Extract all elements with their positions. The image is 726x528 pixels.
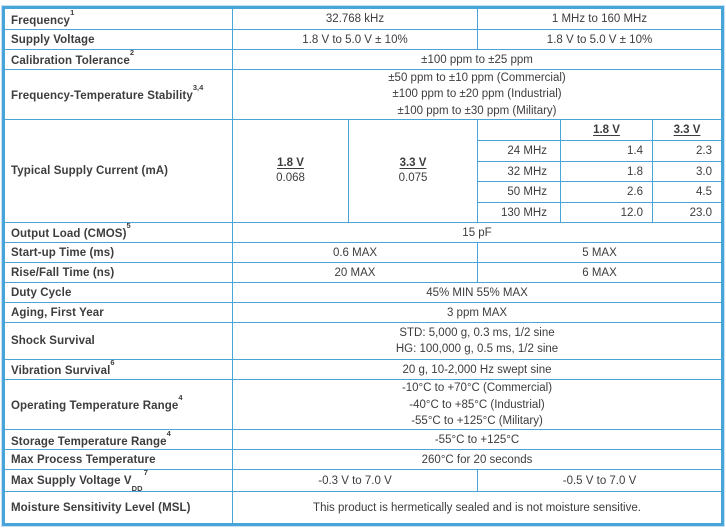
row-label-calibration-tolerance	[4, 50, 233, 70]
row-label-duty-cycle: Duty Cycle	[4, 283, 233, 303]
table-row-operating-temp-range	[4, 380, 723, 430]
shock-line-hg: HG: 100,000 g, 0.5 ms, 1/2 sine	[395, 343, 559, 356]
table-row-frequency	[4, 8, 723, 30]
footnote-marker: 1	[70, 7, 75, 17]
msl-value: This product is hermetically sealed and is not moisture sensitive.	[233, 492, 723, 525]
subtable-col-header-1v8	[561, 120, 653, 141]
row-label-text: Calibration Tolerance	[11, 54, 130, 67]
footnote-marker: 3,4	[192, 83, 204, 93]
startup-time-mhz-value: 5 MAX	[478, 243, 723, 263]
row-label-text: Vibration Survival	[11, 365, 111, 378]
max-process-temp-value: 260°C for 20 seconds	[233, 450, 723, 470]
table-row-vibration-survival	[4, 360, 723, 380]
table-row-max-supply-voltage	[4, 470, 723, 492]
row-label-typical-supply-current: Typical Supply Current (mA)	[4, 120, 233, 223]
footnote-marker: 2	[129, 49, 135, 58]
subtable-value-1v8: 2.6	[561, 182, 653, 203]
stability-line-commercial: ±50 ppm to ±10 ppm (Commercial)	[388, 72, 566, 84]
supply-voltage-mhz-value: 1.8 V to 5.0 V ± 10%	[478, 30, 723, 50]
table-row-startup-time	[4, 243, 723, 263]
row-label-operating-temp-range	[4, 380, 233, 430]
output-load-value: 15 pF	[233, 223, 723, 243]
supply-current-khz-3v3-cell	[349, 120, 478, 223]
subtable-col-header-3v3	[653, 120, 723, 141]
table-row-supply-voltage	[4, 30, 723, 50]
subtable-freq-label: 130 MHz	[478, 203, 561, 223]
row-label-freq-temp-stability	[4, 70, 233, 120]
stability-line-industrial: ±100 ppm to ±20 ppm (Industrial)	[392, 88, 562, 101]
footnote-marker: 7	[143, 469, 148, 478]
voltage-header-3v3: 3.3 V	[399, 157, 427, 170]
row-label-max-process-temp: Max Process Temperature	[4, 450, 233, 470]
row-label-msl: Moisture Sensitivity Level (MSL)	[4, 492, 233, 525]
col-header-text: 1.8 V	[593, 124, 620, 137]
row-label-max-supply-voltage	[4, 470, 233, 492]
op-temp-line-industrial: -40°C to +85°C (Industrial)	[409, 398, 545, 411]
row-label-shock-survival: Shock Survival	[4, 323, 233, 360]
row-label-frequency	[4, 8, 233, 30]
row-label-text: Max Supply Voltage V	[11, 475, 132, 488]
table-row-calibration-tolerance	[4, 50, 723, 70]
subtable-value-3v3: 2.3	[653, 141, 723, 162]
table-row-rise-fall-time	[4, 263, 723, 283]
footnote-marker: 5	[126, 222, 131, 231]
table-row-freq-temp-stability	[4, 70, 723, 120]
table-row-msl	[4, 492, 723, 525]
table-row-max-process-temp	[4, 450, 723, 470]
max-supply-voltage-mhz-value: -0.5 V to 7.0 V	[478, 470, 723, 492]
footnote-marker: 4	[166, 429, 171, 438]
rise-fall-khz-value: 20 MAX	[233, 263, 478, 283]
supply-voltage-khz-value: 1.8 V to 5.0 V ± 10%	[233, 30, 478, 50]
current-value-3v3: 0.075	[398, 172, 428, 185]
duty-cycle-value: 45% MIN 55% MAX	[233, 283, 723, 303]
aging-value: 3 ppm MAX	[233, 303, 723, 323]
freq-temp-stability-value	[233, 70, 723, 120]
row-label-startup-time: Start-up Time (ms)	[4, 243, 233, 263]
row-label-rise-fall-time: Rise/Fall Time (ns)	[4, 263, 233, 283]
spec-table	[2, 6, 724, 526]
shock-line-std: STD: 5,000 g, 0.3 ms, 1/2 sine	[399, 326, 555, 339]
row-label-text: Output Load (CMOS)	[11, 228, 127, 241]
table-row-shock-survival	[4, 323, 723, 360]
frequency-khz-value: 32.768 kHz	[233, 8, 478, 30]
max-supply-voltage-khz-value: -0.3 V to 7.0 V	[233, 470, 478, 492]
table-row-duty-cycle	[4, 283, 723, 303]
col-header-text: 3.3 V	[673, 124, 701, 137]
subtable-freq-label: 50 MHz	[478, 182, 561, 203]
operating-temp-range-value	[233, 380, 723, 430]
subtable-value-3v3: 23.0	[653, 203, 723, 223]
current-value-1v8: 0.068	[276, 172, 305, 185]
subtable-value-3v3: 4.5	[653, 182, 723, 203]
row-label-supply-voltage: Supply Voltage	[4, 30, 233, 50]
subtable-value-3v3: 3.0	[653, 162, 723, 182]
row-label-storage-temp-range	[4, 430, 233, 450]
row-label-text: Storage Temperature Range	[11, 435, 167, 448]
row-label-text: Operating Temperature Range	[11, 400, 179, 413]
rise-fall-mhz-value: 6 MAX	[478, 263, 723, 283]
table-row-aging	[4, 303, 723, 323]
subtable-value-1v8: 1.4	[561, 141, 653, 162]
subtable-value-1v8: 12.0	[561, 203, 653, 223]
voltage-header-1v8: 1.8 V	[277, 157, 304, 170]
row-label-text: Frequency-Temperature Stability	[11, 90, 193, 103]
row-label-aging: Aging, First Year	[4, 303, 233, 323]
vibration-survival-value: 20 g, 10-2,000 Hz swept sine	[233, 360, 723, 380]
vdd-subscript: DD	[131, 483, 143, 492]
shock-survival-value	[233, 323, 723, 360]
op-temp-line-commercial: -10°C to +70°C (Commercial)	[401, 382, 553, 395]
footnote-marker: 6	[110, 359, 115, 368]
supply-current-khz-1v8-cell	[233, 120, 349, 223]
startup-time-khz-value: 0.6 MAX	[233, 243, 478, 263]
footnote-marker: 4	[178, 393, 183, 403]
frequency-mhz-value: 1 MHz to 160 MHz	[478, 8, 723, 30]
row-label-output-load	[4, 223, 233, 243]
subtable-freq-label: 24 MHz	[478, 141, 561, 162]
subtable-corner-cell	[478, 120, 561, 141]
row-label-text: Frequency	[11, 14, 71, 27]
table-row-storage-temp-range	[4, 430, 723, 450]
subtable-value-1v8: 1.8	[561, 162, 653, 182]
table-row-typical-supply-current	[4, 120, 723, 141]
op-temp-line-military: -55°C to +125°C (Military)	[411, 415, 543, 428]
storage-temp-range-value: -55°C to +125°C	[233, 430, 723, 450]
subtable-freq-label: 32 MHz	[478, 162, 561, 182]
row-label-vibration-survival	[4, 360, 233, 380]
calibration-tolerance-value: ±100 ppm to ±25 ppm	[233, 50, 723, 70]
table-row-output-load	[4, 223, 723, 243]
stability-line-military: ±100 ppm to ±30 ppm (Military)	[397, 104, 557, 117]
